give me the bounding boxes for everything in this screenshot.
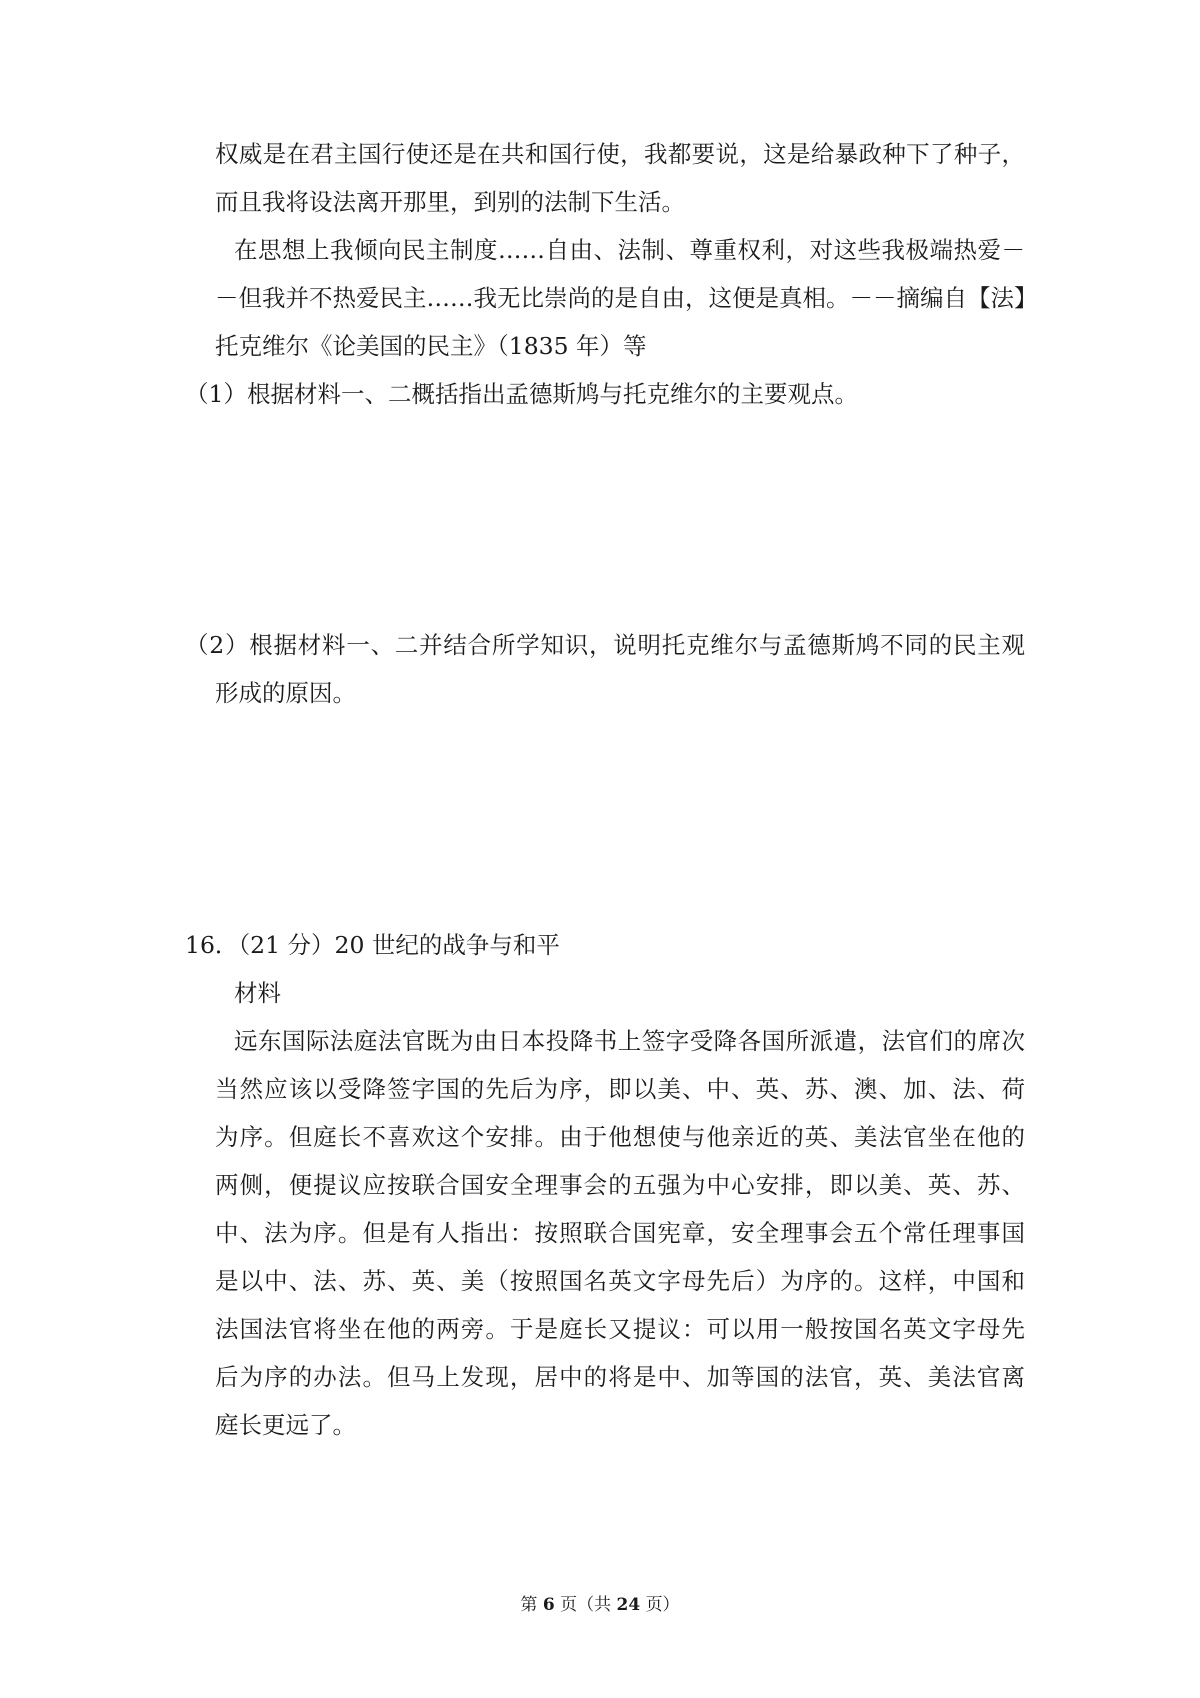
footer-suffix: 页） xyxy=(645,1595,680,1615)
question-1-answer-space xyxy=(185,420,1025,620)
material-source: 托克维尔《论美国的民主》（1835 年）等 xyxy=(215,332,647,360)
passage-line: 两侧，便提议应按联合国安全理事会的五强为中心安排，即以美、英、苏、 xyxy=(215,1171,1025,1199)
passage-line: 中、法为序。但是有人指出：按照联合国宪章，安全理事会五个常任理事国 xyxy=(215,1219,1025,1247)
passage-line: 为序。但庭长不喜欢这个安排。由于他想使与他亲近的英、美法官坐在他的 xyxy=(215,1123,1025,1151)
footer-page-number: 6 xyxy=(542,1595,555,1615)
question-2-prompt-line: （2）根据材料一、二并结合所学知识，说明托克维尔与孟德斯鸠不同的民主观 xyxy=(185,631,1025,659)
material-label: 材料 xyxy=(234,979,281,1007)
passage-line: 远东国际法庭法官既为由日本投降书上签字受降各国所派遣，法官们的席次 xyxy=(234,1027,1025,1055)
material-line: －但我并不热爱民主……我无比崇尚的是自由，这便是真相。－－摘编自【法】 xyxy=(215,284,1038,312)
footer-total-pages: 24 xyxy=(616,1595,641,1615)
question-1-prompt: （1）根据材料一、二概括指出孟德斯鸠与托克维尔的主要观点。 xyxy=(185,380,858,408)
passage-line: 当然应该以受降签字国的先后为序，即以美、中、英、苏、澳、加、法、荷 xyxy=(215,1075,1025,1103)
footer-prefix: 第 xyxy=(520,1595,538,1615)
material-line: 权威是在君主国行使还是在共和国行使，我都要说，这是给暴政种下了种子， xyxy=(215,140,1025,168)
material-line: 在思想上我倾向民主制度……自由、法制、尊重权利，对这些我极端热爱－ xyxy=(234,236,1025,264)
page-footer xyxy=(0,1590,1200,1620)
footer-mid: 页（共 xyxy=(560,1595,612,1615)
question-2-prompt-line: 形成的原因。 xyxy=(215,679,356,707)
passage-line: 法国法官将坐在他的两旁。于是庭长又提议：可以用一般按国名英文字母先 xyxy=(215,1315,1025,1343)
question-16-header: 16．（21 分）20 世纪的战争与和平 xyxy=(185,931,560,959)
passage-line: 是以中、法、苏、英、美（按照国名英文字母先后）为序的。这样，中国和 xyxy=(215,1267,1025,1295)
passage-line: 庭长更远了。 xyxy=(215,1411,356,1439)
passage-line: 后为序的办法。但马上发现，居中的将是中、加等国的法官，英、美法官离 xyxy=(215,1363,1025,1391)
question-2-answer-space xyxy=(185,720,1025,920)
material-line: 而且我将设法离开那里，到别的法制下生活。 xyxy=(215,188,685,216)
